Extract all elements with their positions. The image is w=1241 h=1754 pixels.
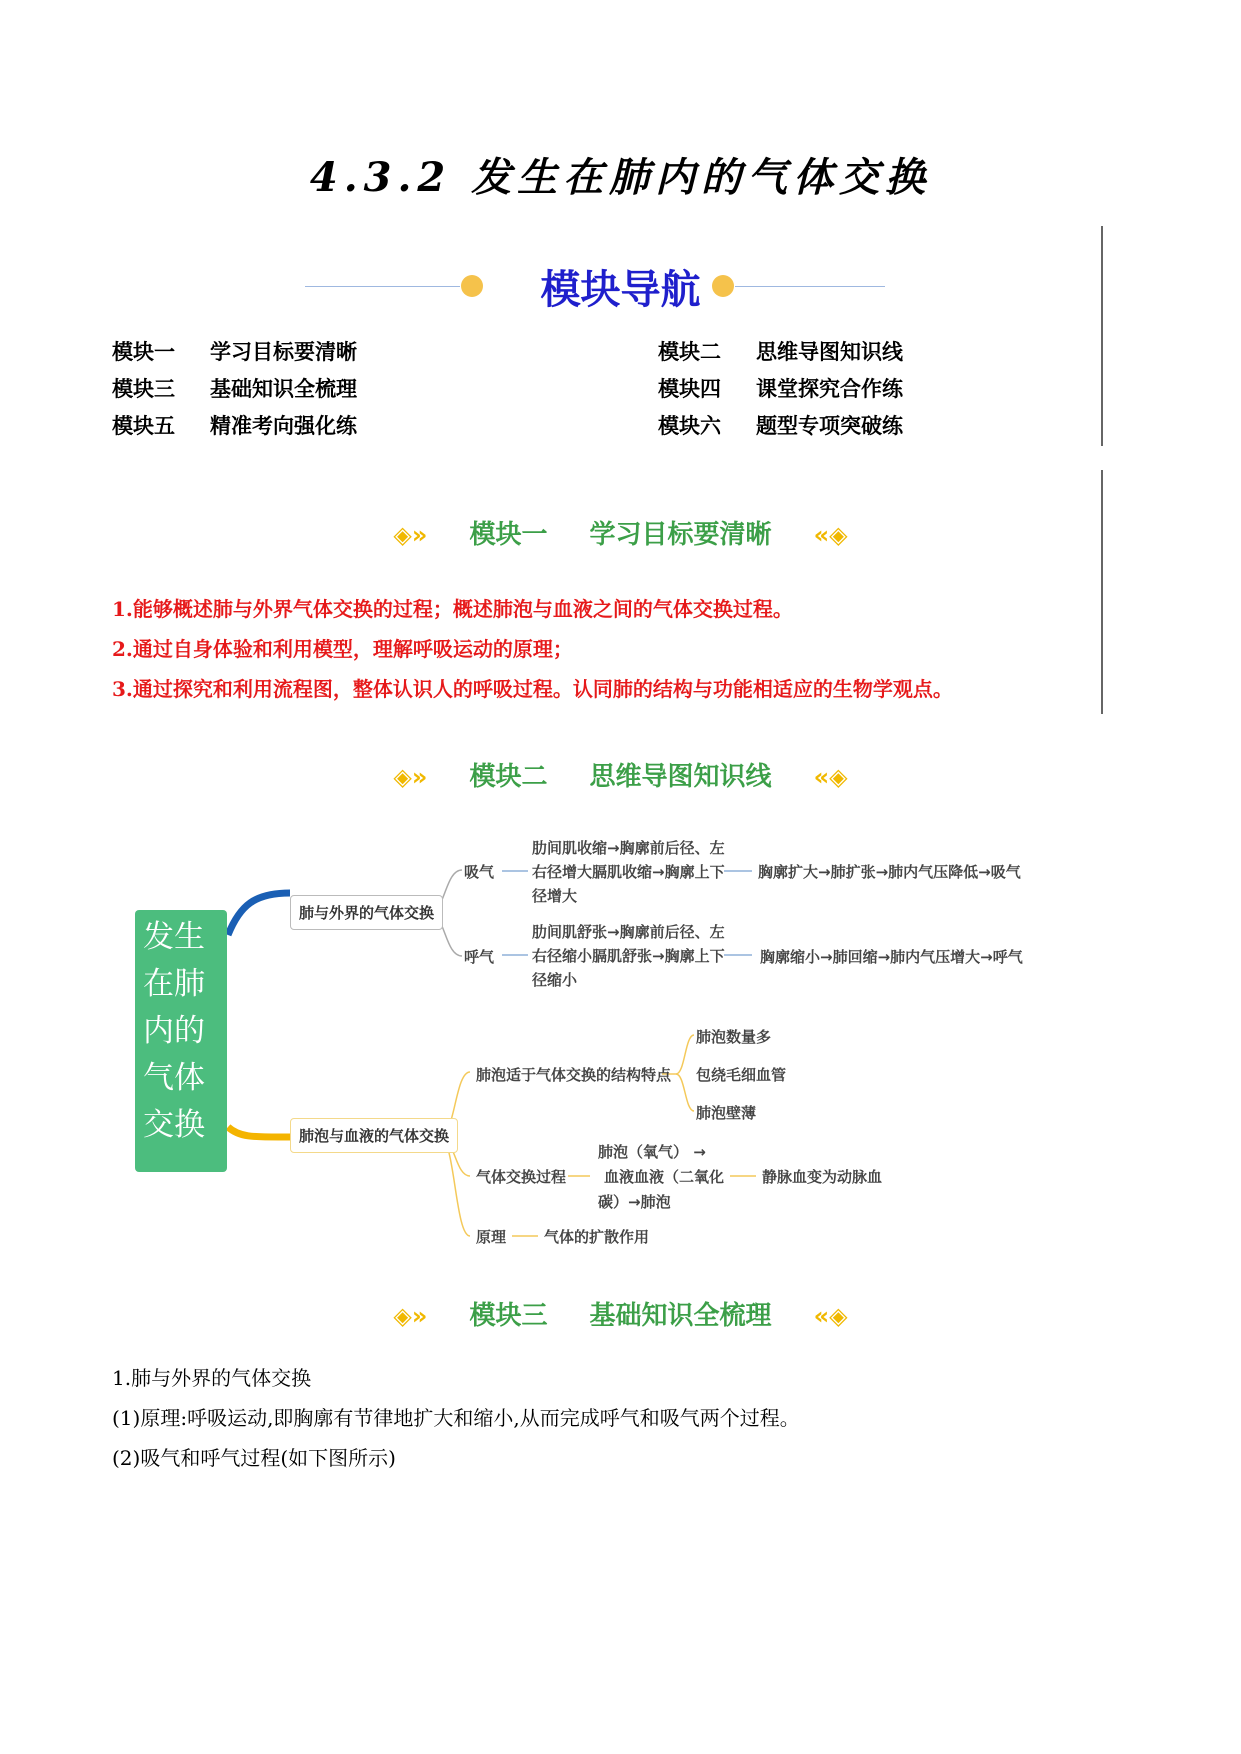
basics-line-2: (1)原理:呼吸运动,即胸廓有节律地扩大和缩小,从而完成呼气和吸气两个过程。	[112, 1406, 800, 1430]
goal-1: 1.能够概述肺与外界气体交换的过程；概述肺泡与血液之间的气体交换过程。	[112, 597, 793, 621]
basics-line-3: (2)吸气和呼气过程(如下图所示)	[112, 1446, 396, 1470]
mindmap-branch-alveoli-blood: 肺泡与血液的气体交换	[290, 1118, 458, 1153]
mindmap-structure-label: 肺泡适于气体交换的结构特点	[476, 1066, 672, 1084]
mindmap-branch-lung-air: 肺与外界的气体交换	[290, 895, 443, 930]
mindmap-inhale-label: 吸气	[464, 863, 495, 881]
mindmap-structure-item-3: 肺泡壁薄	[696, 1104, 757, 1122]
mindmap-inhale-desc: 肋间肌收缩→胸廓前后径、左 右径增大膈肌收缩→胸廓上下 径增大	[532, 839, 725, 905]
nav-item-6[interactable]: 模块六 题型专项突破练	[658, 413, 903, 438]
nav-heading: 模块导航	[540, 267, 701, 313]
goal-3: 3.通过探究和利用流程图，整体认识人的呼吸过程。认同肺的结构与功能相适应的生物学观点。	[112, 677, 953, 701]
nav-item-1[interactable]: 模块一 学习目标要清晰	[112, 339, 357, 364]
mindmap-structure-item-2: 包绕毛细血管	[696, 1066, 787, 1084]
section-heading-3: ◈» 模块三 基础知识全梳理 «◈	[393, 1301, 848, 1331]
nav-item-2[interactable]: 模块二 思维导图知识线	[658, 339, 903, 364]
diamond-left-icon: ◈»	[393, 1302, 428, 1330]
nav-item-3[interactable]: 模块三 基础知识全梳理	[112, 376, 357, 401]
diamond-right-icon: «◈	[813, 1302, 848, 1330]
page-title: 4.3.2 发生在肺内的气体交换	[309, 154, 932, 201]
section-heading-2: ◈» 模块二 思维导图知识线 «◈	[393, 762, 848, 792]
mindmap-principle-desc: 气体的扩散作用	[544, 1228, 650, 1246]
diamond-right-icon: «◈	[813, 521, 848, 549]
mindmap-principle-label: 原理	[476, 1228, 507, 1246]
basics-line-1: 1.肺与外界的气体交换	[112, 1366, 312, 1390]
diamond-left-icon: ◈»	[393, 521, 428, 549]
diamond-right-icon: «◈	[813, 763, 848, 791]
mindmap-structure-item-1: 肺泡数量多	[696, 1028, 772, 1046]
mindmap-exhale-result: 胸廓缩小→肺回缩→肺内气压增大→呼气	[760, 948, 1023, 966]
mindmap-process-desc: 肺泡（氧气） → 血液血液（二氧化 碳）→肺泡	[598, 1143, 725, 1211]
mindmap-exhale-label: 呼气	[464, 948, 495, 966]
diamond-left-icon: ◈»	[393, 763, 428, 791]
mindmap-inhale-result: 胸廓扩大→肺扩张→肺内气压降低→吸气	[758, 863, 1021, 881]
mindmap-process-result: 静脉血变为动脉血	[762, 1168, 883, 1186]
mindmap-exhale-desc: 肋间肌舒张→胸廓前后径、左 右径缩小膈肌舒张→胸廓上下 径缩小	[532, 923, 725, 989]
nav-item-4[interactable]: 模块四 课堂探究合作练	[658, 376, 903, 401]
section-heading-1: ◈» 模块一 学习目标要清晰 «◈	[393, 520, 848, 550]
mindmap-root: 发生 在肺 内的 气体 交换	[135, 910, 227, 1172]
goal-2: 2.通过自身体验和利用模型，理解呼吸运动的原理；	[112, 637, 573, 661]
mindmap-process-label: 气体交换过程	[476, 1168, 567, 1186]
nav-item-5[interactable]: 模块五 精准考向强化练	[112, 413, 357, 438]
